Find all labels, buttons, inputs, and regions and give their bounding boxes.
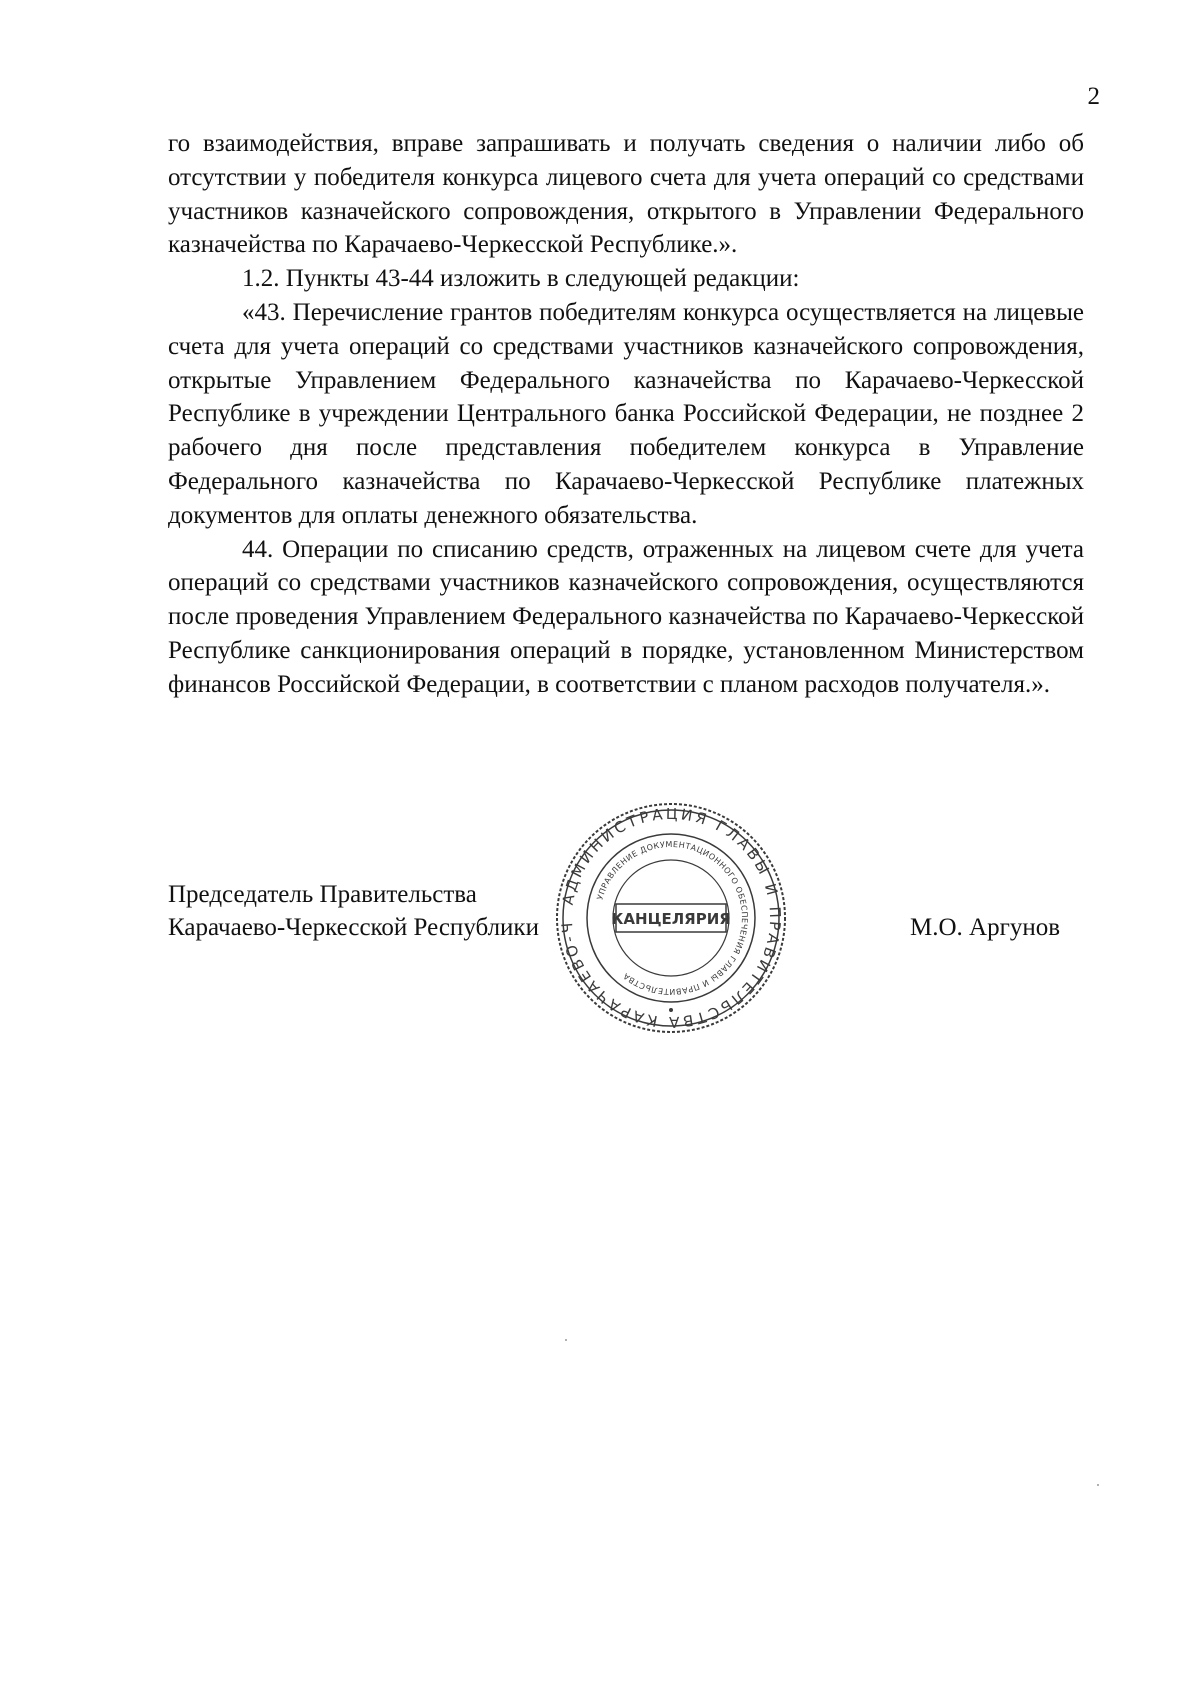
scan-speck <box>565 1339 567 1341</box>
seal-dot <box>669 1008 673 1012</box>
paragraph-item-43: «43. Перечисление грантов победителям конкурса осуществляется на лицевые счета для учета операций со средствами участников казначейского сопровождения, открытые Управлением Федерального казначейства по Карачаево-Черкесской Республике в учреждении Центрального банка Российской Федерации, не позднее 2 рабочего дня после представления победителем конкурса в Управление Федерального казначейства по Карачаево-Черкесской Республике платежных документов для оплаты денежного обязательства. <box>168 298 1084 529</box>
seal-inner-text: УПРАВЛЕНИЕ ДОКУМЕНТАЦИОННОГО ОБЕСПЕЧЕНИЯ ГЛАВЫ И ПРАВИТЕЛЬСТВА <box>595 839 750 997</box>
official-seal-graphic <box>553 800 789 1036</box>
paragraph-continuation: го взаимодействия, вправе запрашивать и получать сведения о наличии либо об отсутствии у победителя конкурса лицевого счета для учета операций со средствами участников казначейского сопровождения, открытого в Управлении Федерального казначейства по Карачаево-Черкесской Республике.». <box>168 130 1084 259</box>
scan-speck <box>1097 1484 1099 1486</box>
official-seal <box>553 800 789 1036</box>
document-body <box>168 127 1084 702</box>
paragraph-item-1-2: 1.2. Пункты 43-44 изложить в следующей редакции: <box>242 265 800 293</box>
seal-outer-text: АДМИНИСТРАЦИЯ ГЛАВЫ И ПРАВИТЕЛЬСТВА КАРАЧАЕВО-Ч <box>557 804 785 1032</box>
signatory-title-line-1: Председатель Правительства <box>168 881 477 908</box>
paragraph-item-44: 44. Операции по списанию средств, отраженных на лицевом счете для учета операций со средствами участников казначейского сопровождения, осуществляются после проведения Управлением Федерального казначейства по Карачаево-Черкесской Республике санкционирования операций в порядке, установленном Министерством финансов Российской Федерации, в соответствии с планом расходов получателя.». <box>168 535 1084 698</box>
signatory-title-line-2: Карачаево-Черкесской Республики <box>168 914 539 941</box>
seal-center-text: КАНЦЕЛЯРИЯ <box>611 910 731 928</box>
page-number: 2 <box>1087 83 1100 110</box>
signatory-title <box>168 878 539 944</box>
signatory-name: М.О. Аргунов <box>910 914 1061 941</box>
